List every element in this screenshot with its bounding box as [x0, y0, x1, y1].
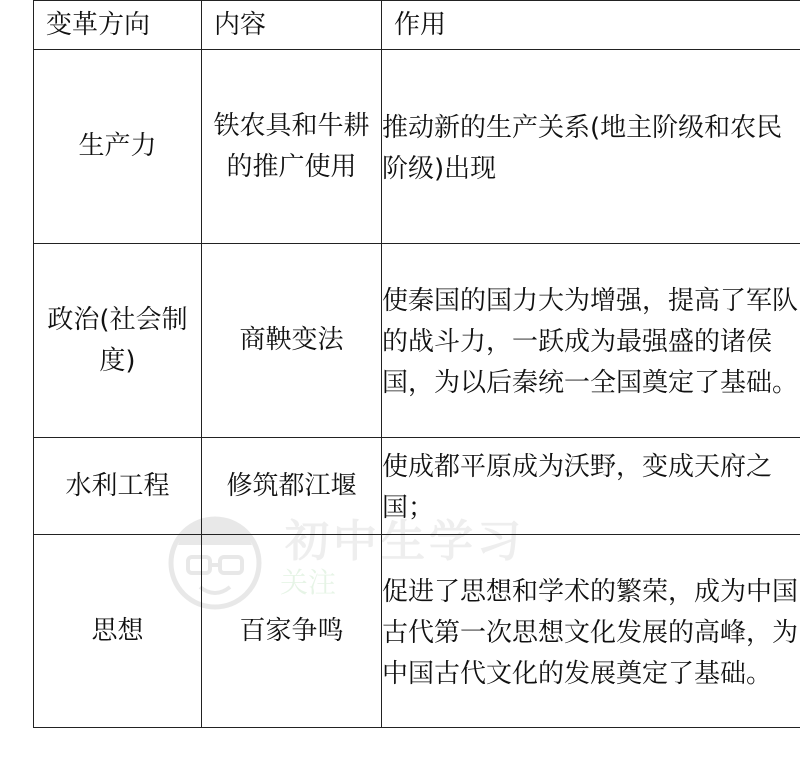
row-content: 百家争鸣: [202, 535, 382, 728]
row-direction: 思想: [34, 535, 202, 728]
row-content: 商鞅变法: [202, 244, 382, 438]
table-row: [34, 50, 800, 244]
row-content: 铁农具和牛耕的推广使用: [202, 50, 382, 244]
row-direction: 水利工程: [34, 438, 202, 535]
row-effect: [382, 535, 800, 728]
row-effect-text: 使成都平原成为沃野，变成天府之国；: [382, 452, 773, 523]
table-row: [34, 438, 800, 535]
row-effect-text: 推动新的生产关系(地主阶级和农民阶级)出现: [382, 112, 783, 184]
row-effect-text: 使秦国的国力大为增强，提高了军队的战斗力，一跃成为最强盛的诸侯国，为以后秦统一全国奠定了基础。: [382, 286, 799, 398]
watermark-title: 初中生学习: [285, 516, 525, 567]
watermark-subtitle: 关注: [280, 566, 337, 599]
header-direction: 变革方向: [34, 1, 202, 50]
header-content: 内容: [202, 1, 382, 50]
table-row: [34, 244, 800, 438]
table-header-row: [34, 1, 800, 50]
row-effect: [382, 50, 800, 244]
row-effect-text: 促进了思想和学术的繁荣，成为中国古代第一次思想文化发展的高峰，为中国古代文化的发展奠定了基础。: [382, 576, 799, 689]
row-effect: [382, 438, 800, 535]
header-effect: 作用: [382, 1, 800, 50]
history-table: [33, 0, 800, 728]
row-content: 修筑都江堰: [202, 438, 382, 535]
row-direction: 政治(社会制度): [34, 244, 202, 438]
table-row: [34, 535, 800, 728]
row-effect: [382, 244, 800, 438]
row-direction: 生产力: [34, 50, 202, 244]
